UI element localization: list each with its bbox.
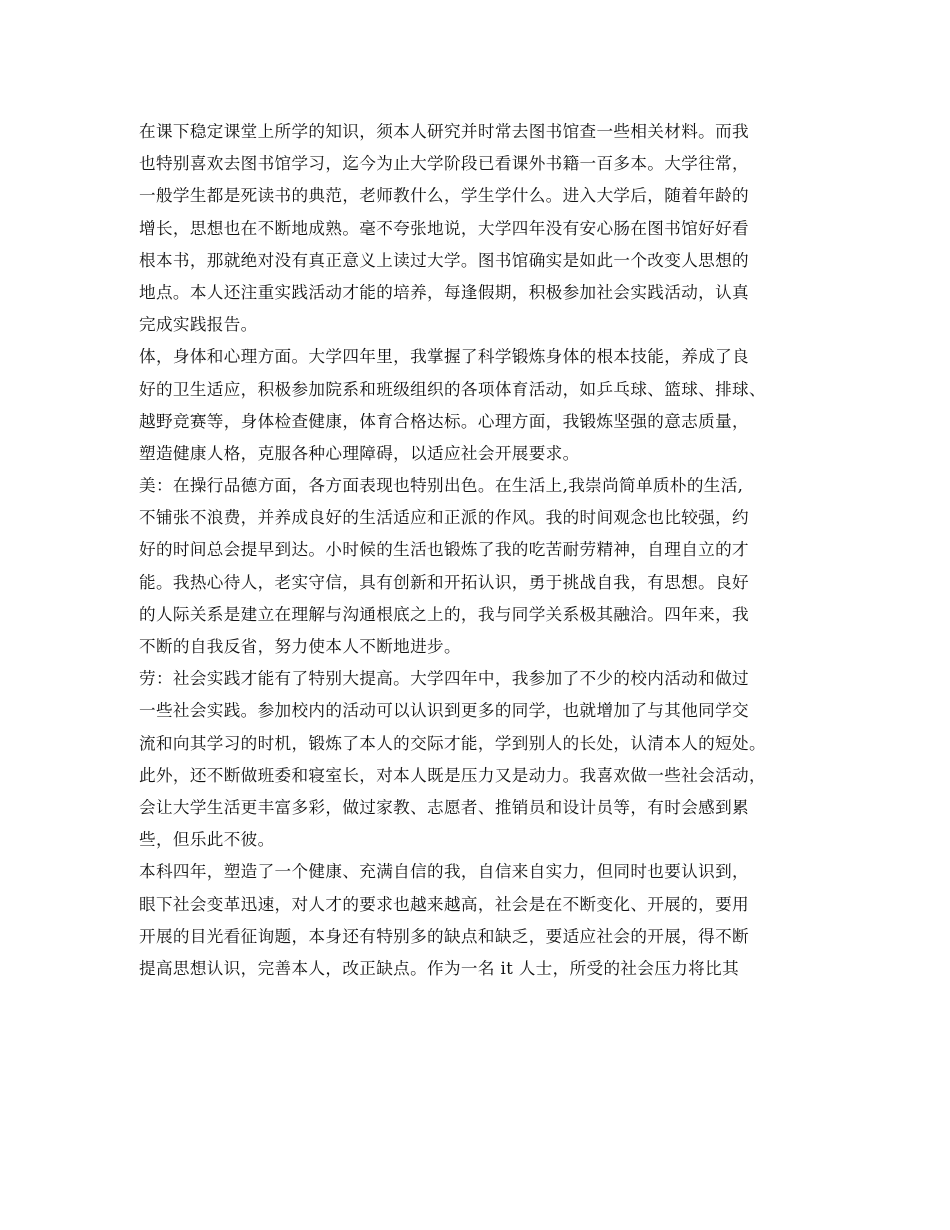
text-line-21: 此外，还不断做班委和寝室长，对本人既是压力又是动力。我喜欢做一些社会活动， [139,765,766,785]
text-line-6: 地点。本人还注重实践活动才能的培养，每逢假期，积极参加社会实践活动，认真 [139,282,749,302]
text-line-26: 开展的目光看征询题，本身还有特别多的缺点和缺乏，要适应社会的开展，得不断 [139,926,749,946]
text-line-23: 些，但乐此不彼。 [139,830,275,850]
text-line-22: 会让大学生活更丰富多彩，做过家教、志愿者、推销员和设计员等，有时会感到累 [139,797,749,817]
text-line-16: 的人际关系是建立在理解与沟通根底之上的，我与同学关系极其融洽。四年来，我 [139,604,749,624]
text-line-7: 完成实践报告。 [139,315,258,335]
text-line-19: 一些社会实践。参加校内的活动可以认识到更多的同学，也就增加了与其他同学交 [139,701,749,721]
text-line-13: 不铺张不浪费，并养成良好的生活适应和正派的作风。我的时间观念也比较强，约 [139,508,749,528]
text-line-5: 根本书，那就绝对没有真正意义上读过大学。图书馆确实是如此一个改变人思想的 [139,250,749,270]
text-line-17: 不断的自我反省，努力使本人不断地进步。 [139,637,461,656]
document-body [139,116,824,985]
text-line-14: 好的时间总会提早到达。小时候的生活也锻炼了我的吃苦耐劳精神，自理自立的才 [139,540,749,560]
text-line-25: 眼下社会变革迅速，对人才的要求也越来越高，社会是在不断变化、开展的，要用 [139,894,749,914]
text-line-1: 在课下稳定课堂上所学的知识，须本人研究并时常去图书馆查一些相关材料。而我 [139,122,749,141]
text-line-12: 美：在操行品德方面，各方面表现也特别出色。在生活上,我崇尚简单质朴的生活, [139,476,744,496]
text-line-11: 塑造健康人格，克服各种心理障碍，以适应社会开展要求。 [139,443,580,463]
text-line-3: 一般学生都是死读书的典范，老师教什么，学生学什么。进入大学后，随着年龄的 [139,186,749,206]
text-line-24: 本科四年，塑造了一个健康、充满自信的我，自信来自实力，但同时也要认识到， [139,862,749,882]
text-line-20: 流和向其学习的时机，锻炼了本人的交际才能，学到别人的长处，认清本人的短处。 [139,733,766,753]
text-line-27: 提高思想认识，完善本人，改正缺点。作为一名 it 人士，所受的社会压力将比其 [139,958,740,978]
text-line-8: 体，身体和心理方面。大学四年里，我掌握了科学锻炼身体的根本技能，养成了良 [139,347,749,367]
text-line-10: 越野竞赛等，身体检查健康，体育合格达标。心理方面，我锻炼坚强的意志质量， [139,411,749,431]
text-line-4: 增长，思想也在不断地成熟。毫不夸张地说，大学四年没有安心肠在图书馆好好看 [139,218,749,238]
text-line-15: 能。我热心待人，老实守信，具有创新和开拓认识，勇于挑战自我，有思想。良好 [139,572,749,592]
text-line-9: 好的卫生适应，积极参加院系和班级组织的各项体育活动，如乒乓球、篮球、排球、 [139,379,766,399]
text-line-2: 也特别喜欢去图书馆学习，迄今为止大学阶段已看课外书籍一百多本。大学往常， [139,154,749,174]
text-line-18: 劳：社会实践才能有了特别大提高。大学四年中，我参加了不少的校内活动和做过 [139,669,749,689]
